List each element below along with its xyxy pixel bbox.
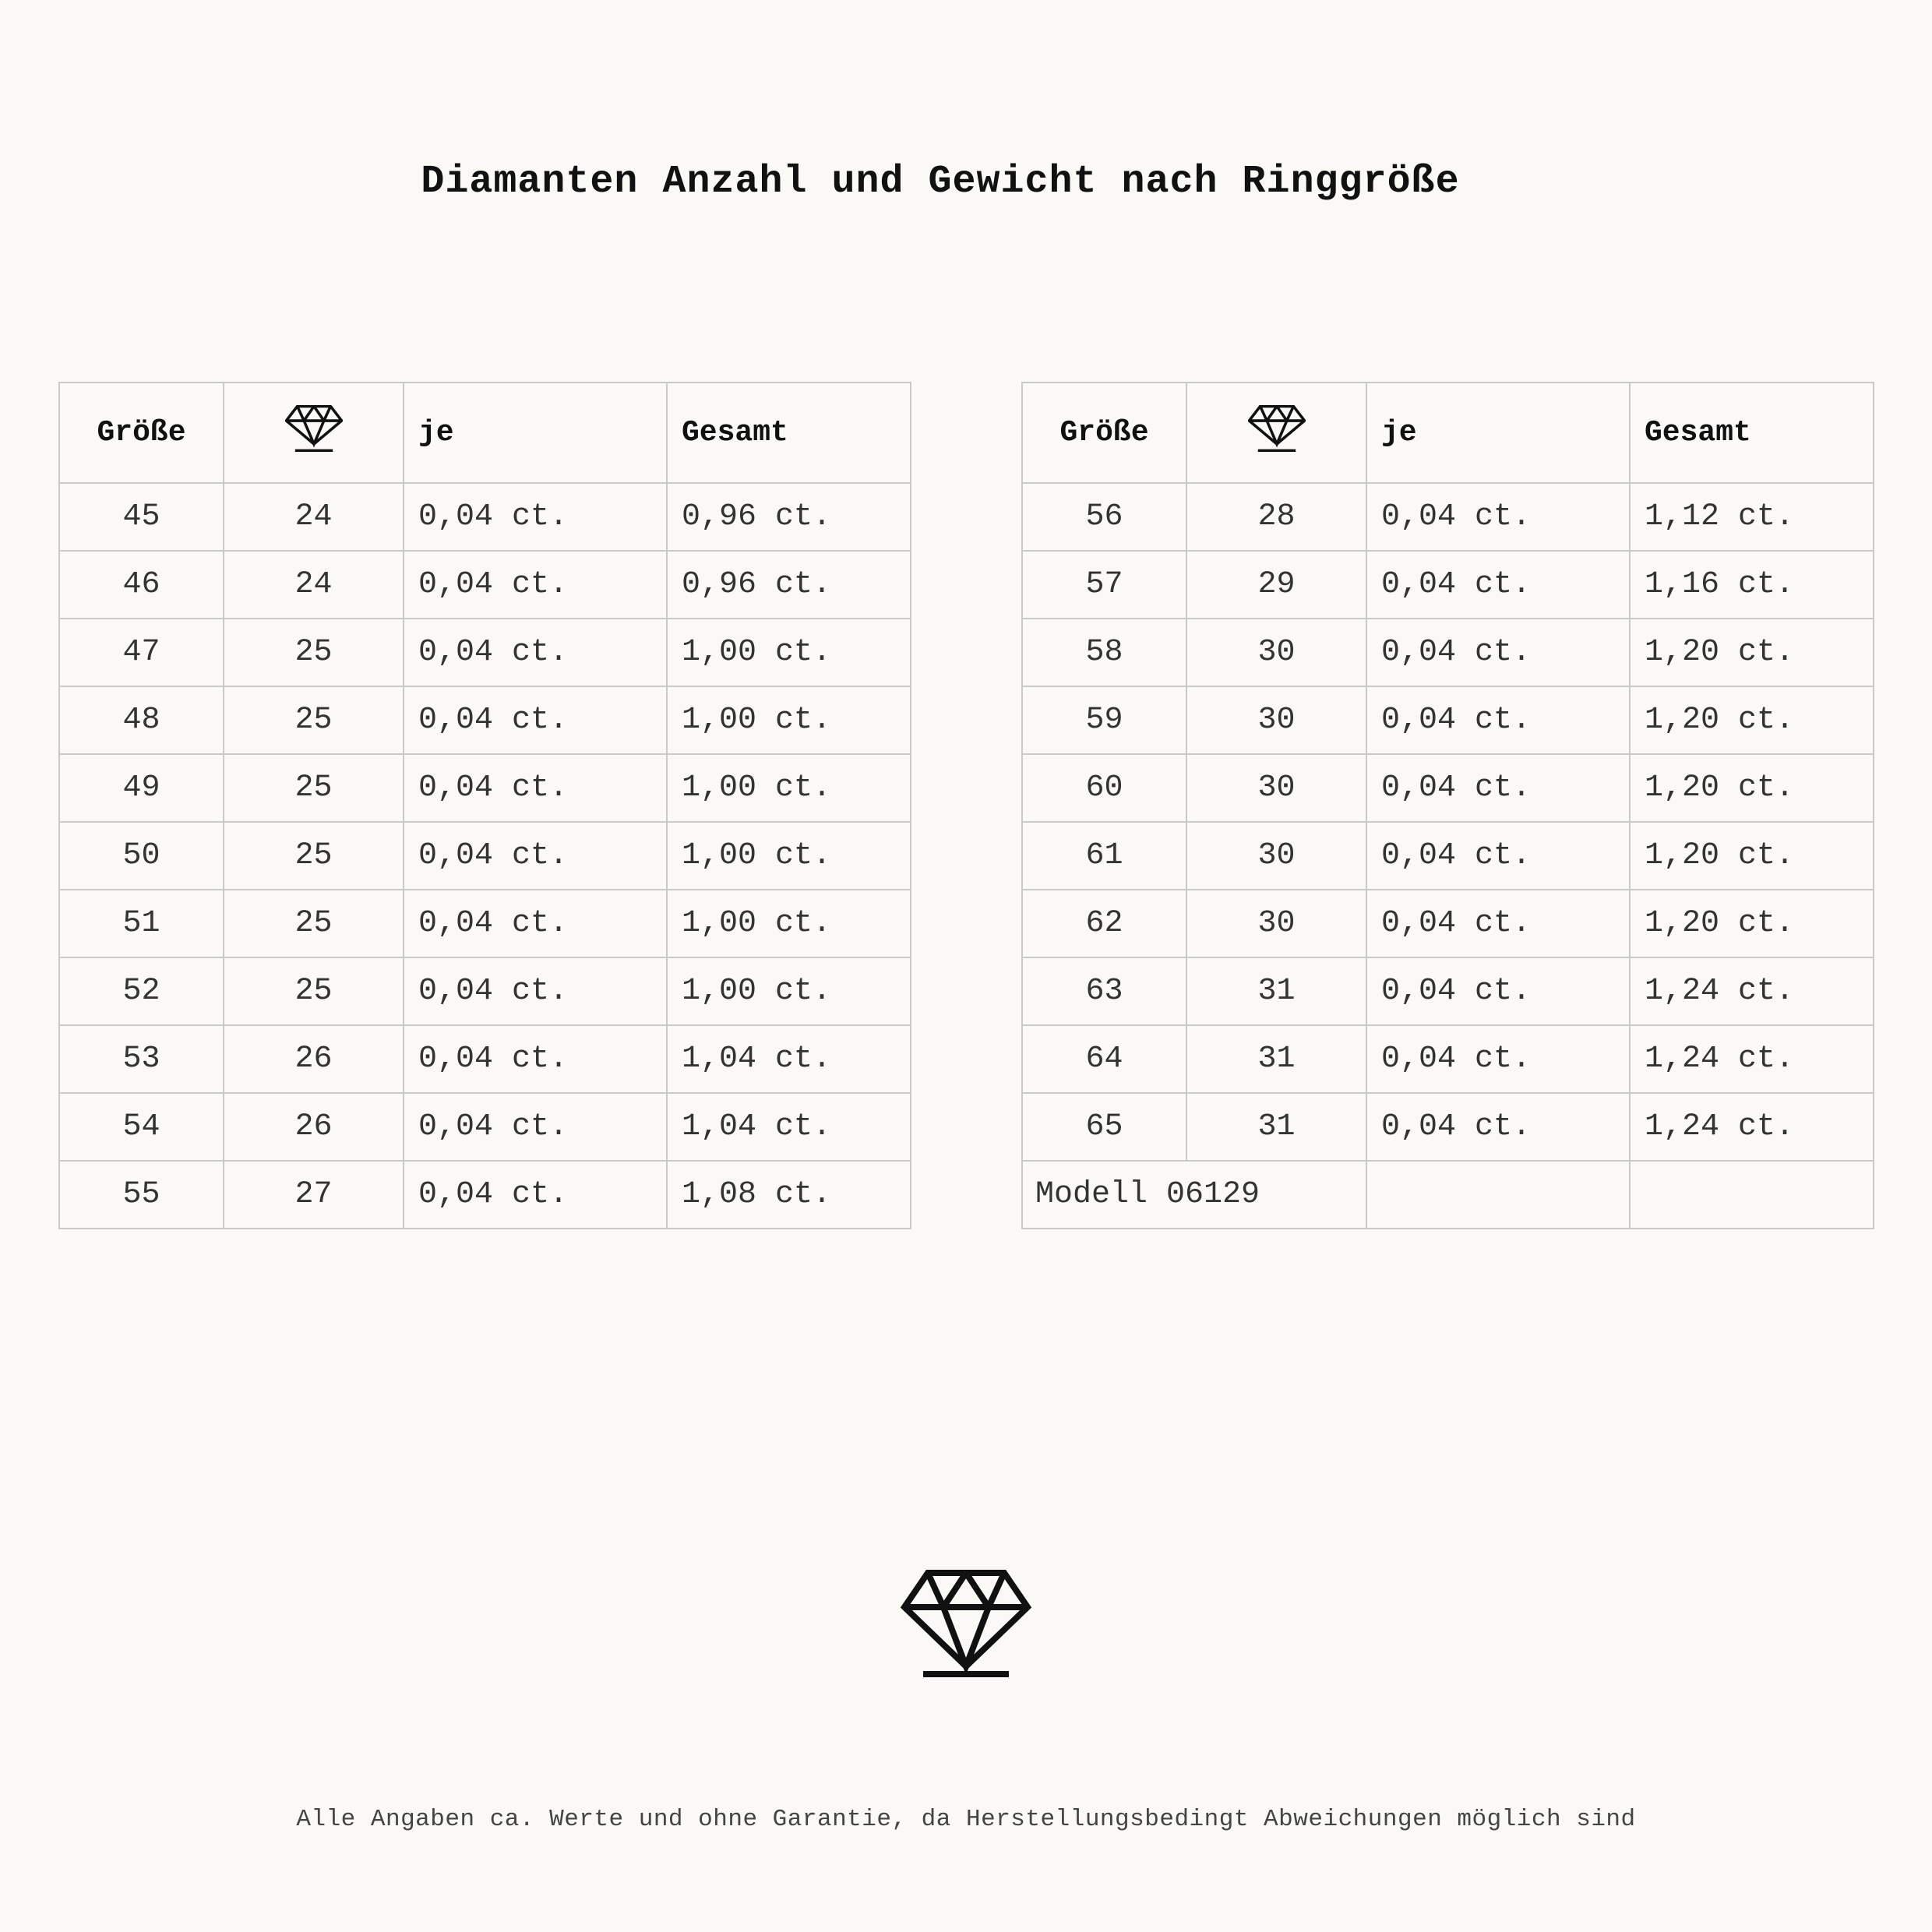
cell-count: 26 [224, 1093, 404, 1161]
cell-count: 30 [1186, 686, 1366, 754]
cell-each: 0,04 ct. [1366, 957, 1630, 1025]
cell-total: 1,00 ct. [667, 619, 911, 686]
cell-size: 62 [1022, 890, 1186, 957]
cell-count: 25 [224, 619, 404, 686]
cell-size: 48 [59, 686, 224, 754]
cell-count: 29 [1186, 551, 1366, 619]
header-total: Gesamt [1630, 383, 1874, 483]
model-row [1022, 1161, 1874, 1229]
table-row [1022, 957, 1874, 1025]
cell-count: 31 [1186, 1025, 1366, 1093]
cell-count: 30 [1186, 754, 1366, 822]
table-row [1022, 686, 1874, 754]
disclaimer-text: Alle Angaben ca. Werte und ohne Garantie, da Herstellungsbedingt Abweichungen möglich sind [296, 1806, 1636, 1833]
cell-size: 55 [59, 1161, 224, 1229]
cell-each: 0,04 ct. [404, 551, 667, 619]
cell-each: 0,04 ct. [1366, 551, 1630, 619]
cell-count: 30 [1186, 890, 1366, 957]
cell-total: 1,00 ct. [667, 754, 911, 822]
cell-total: 0,96 ct. [667, 483, 911, 551]
model-label: Modell 06129 [1022, 1161, 1366, 1229]
cell-each: 0,04 ct. [1366, 686, 1630, 754]
cell-each: 0,04 ct. [404, 619, 667, 686]
cell-total: 1,08 ct. [667, 1161, 911, 1229]
cell-size: 57 [1022, 551, 1186, 619]
cell-size: 63 [1022, 957, 1186, 1025]
cell-size: 53 [59, 1025, 224, 1093]
cell-size: 52 [59, 957, 224, 1025]
table-header-row [59, 383, 911, 483]
table-row [59, 551, 911, 619]
cell-total: 1,20 ct. [1630, 754, 1874, 822]
cell-size: 51 [59, 890, 224, 957]
cell-count: 30 [1186, 822, 1366, 890]
header-size: Größe [59, 383, 224, 483]
cell-size: 50 [59, 822, 224, 890]
table-row [1022, 1093, 1874, 1161]
cell-count: 30 [1186, 619, 1366, 686]
cell-count: 31 [1186, 957, 1366, 1025]
cell-count: 28 [1186, 483, 1366, 551]
cell-total: 1,04 ct. [667, 1025, 911, 1093]
size-table-left [58, 382, 911, 1229]
cell-count: 26 [224, 1025, 404, 1093]
cell-total: 1,00 ct. [667, 822, 911, 890]
table-row [1022, 483, 1874, 551]
diamond-icon [1248, 405, 1306, 461]
header-each: je [404, 383, 667, 483]
cell-each: 0,04 ct. [1366, 822, 1630, 890]
cell-each: 0,04 ct. [404, 686, 667, 754]
cell-total: 1,00 ct. [667, 957, 911, 1025]
cell-size: 65 [1022, 1093, 1186, 1161]
cell-size: 56 [1022, 483, 1186, 551]
cell-total: 0,96 ct. [667, 551, 911, 619]
header-total: Gesamt [667, 383, 911, 483]
cell-size: 58 [1022, 619, 1186, 686]
cell-each: 0,04 ct. [404, 822, 667, 890]
cell-each: 0,04 ct. [1366, 1093, 1630, 1161]
cell-each: 0,04 ct. [1366, 619, 1630, 686]
empty-cell [1366, 1161, 1630, 1229]
cell-total: 1,24 ct. [1630, 1025, 1874, 1093]
cell-each: 0,04 ct. [1366, 1025, 1630, 1093]
empty-cell [1630, 1161, 1874, 1229]
header-each: je [1366, 383, 1630, 483]
diamond-icon [285, 405, 343, 461]
cell-count: 24 [224, 551, 404, 619]
table-row [59, 1161, 911, 1229]
cell-total: 1,20 ct. [1630, 619, 1874, 686]
cell-total: 1,00 ct. [667, 686, 911, 754]
header-count [1186, 383, 1366, 483]
cell-each: 0,04 ct. [404, 890, 667, 957]
cell-total: 1,16 ct. [1630, 551, 1874, 619]
table-header-row [1022, 383, 1874, 483]
cell-size: 60 [1022, 754, 1186, 822]
table-row [59, 1093, 911, 1161]
cell-total: 1,20 ct. [1630, 686, 1874, 754]
cell-total: 1,24 ct. [1630, 957, 1874, 1025]
table-row [59, 1025, 911, 1093]
cell-size: 64 [1022, 1025, 1186, 1093]
cell-count: 27 [224, 1161, 404, 1229]
cell-size: 59 [1022, 686, 1186, 754]
table-row [59, 754, 911, 822]
cell-total: 1,20 ct. [1630, 822, 1874, 890]
cell-size: 61 [1022, 822, 1186, 890]
header-size: Größe [1022, 383, 1186, 483]
table-row [59, 890, 911, 957]
cell-size: 46 [59, 551, 224, 619]
cell-count: 25 [224, 754, 404, 822]
table-row [1022, 551, 1874, 619]
header-count [224, 383, 404, 483]
cell-count: 25 [224, 957, 404, 1025]
cell-each: 0,04 ct. [1366, 483, 1630, 551]
table-row [1022, 822, 1874, 890]
cell-size: 45 [59, 483, 224, 551]
cell-count: 25 [224, 686, 404, 754]
cell-count: 25 [224, 890, 404, 957]
cell-count: 24 [224, 483, 404, 551]
table-row [59, 957, 911, 1025]
cell-each: 0,04 ct. [1366, 890, 1630, 957]
table-row [59, 686, 911, 754]
table-row [59, 822, 911, 890]
table-row [1022, 1025, 1874, 1093]
cell-each: 0,04 ct. [404, 1025, 667, 1093]
cell-total: 1,04 ct. [667, 1093, 911, 1161]
cell-total: 1,20 ct. [1630, 890, 1874, 957]
cell-size: 47 [59, 619, 224, 686]
table-row [1022, 890, 1874, 957]
cell-size: 49 [59, 754, 224, 822]
cell-count: 25 [224, 822, 404, 890]
table-row [59, 483, 911, 551]
cell-each: 0,04 ct. [404, 1093, 667, 1161]
table-row [1022, 619, 1874, 686]
diamond-logo-icon [900, 1570, 1032, 1683]
cell-count: 31 [1186, 1093, 1366, 1161]
cell-each: 0,04 ct. [404, 483, 667, 551]
cell-each: 0,04 ct. [404, 754, 667, 822]
table-row [59, 619, 911, 686]
cell-each: 0,04 ct. [404, 957, 667, 1025]
size-table-right [1021, 382, 1874, 1229]
table-row [1022, 754, 1874, 822]
cell-each: 0,04 ct. [1366, 754, 1630, 822]
cell-total: 1,12 ct. [1630, 483, 1874, 551]
page-title: Diamanten Anzahl und Gewicht nach Ringgröße [421, 160, 1460, 204]
cell-total: 1,24 ct. [1630, 1093, 1874, 1161]
cell-size: 54 [59, 1093, 224, 1161]
cell-total: 1,00 ct. [667, 890, 911, 957]
cell-each: 0,04 ct. [404, 1161, 667, 1229]
